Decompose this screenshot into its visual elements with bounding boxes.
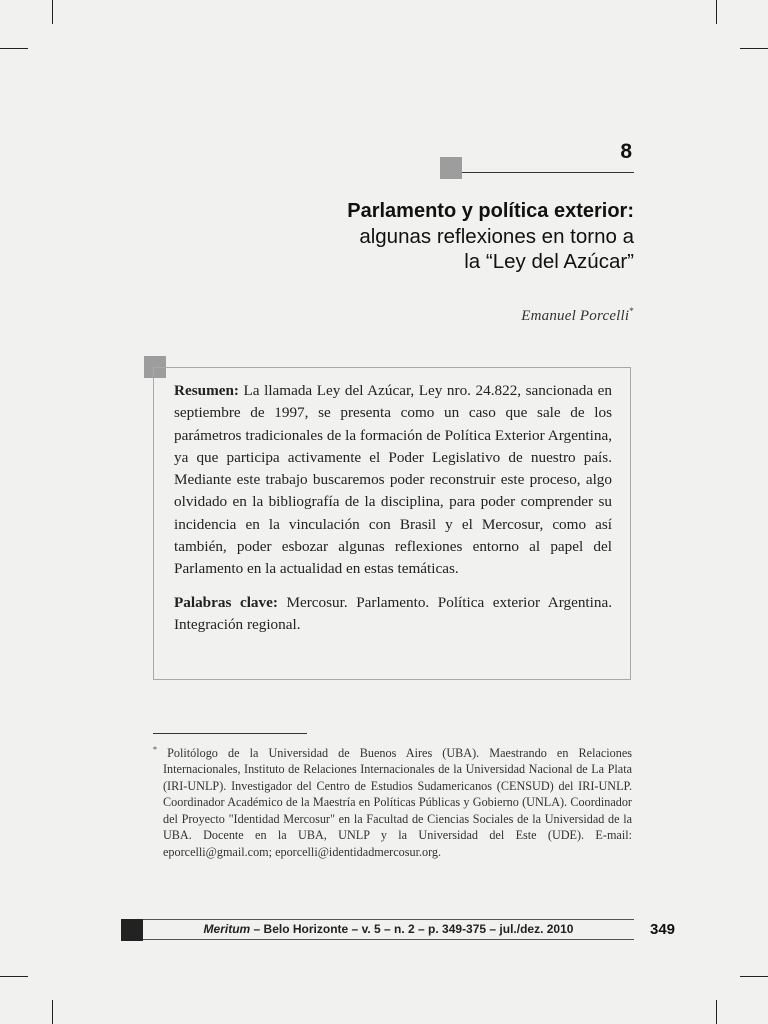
footnote-rule [153, 733, 307, 734]
author-byline [521, 306, 634, 325]
crop-mark-bottom-right [716, 1000, 717, 1024]
journal-name: Meritum [203, 922, 251, 936]
crop-mark-bottom-left [52, 1000, 53, 1024]
footer-black-block [121, 919, 143, 941]
author-name: Emanuel Porcelli [521, 308, 630, 324]
title-main: Parlamento y política exterior: [347, 200, 634, 222]
chapter-rule [462, 172, 634, 173]
crop-mark-right-bottom [740, 976, 768, 977]
abstract-paragraph [174, 380, 612, 581]
chapter-square-marker [440, 157, 462, 179]
title-line-3: la “Ley del Azúcar” [464, 250, 634, 273]
crop-mark-top-left [52, 0, 53, 24]
abstract-label: Resumen: [174, 382, 239, 399]
crop-mark-right-top [740, 48, 768, 49]
chapter-number: 8 [620, 140, 632, 163]
keywords-label: Palabras clave: [174, 593, 278, 611]
footer-citation: – Belo Horizonte – v. 5 – n. 2 – p. 349-375 – jul./dez. 2010 [253, 922, 574, 936]
footnote-text: Politólogo de la Universidad de Buenos Aires (UBA). Maestrando en Relaciones Internacionales, Instituto de Relaciones Internacionales de la Universidad Nacional de La Plata (IRI-UNLP). Investigador del Centro de Estudios Sudamericanos (CENSUD) del IRI-UNLP. Coordinador Académico de la Maestría en Políticas Públicas y Gobierno (UNLA). Coordinador del Proyecto "Identidad Mercosur" en la Facultad de Ciencias Sociales de la Universidad de la UBA. Docente en la UBA, UNLP y la Universidad del Este (UDE). E-mail: eporcelli@gmail.com; eporcelli@identidadmercosur.org. [163, 746, 632, 859]
crop-mark-top-right [716, 0, 717, 24]
footnote [153, 742, 632, 860]
page-number: 349 [650, 921, 676, 938]
footnote-mark: * [153, 745, 157, 754]
article-title [214, 198, 634, 274]
keywords-text: Mercosur. Parlamento. Política exterior Argentina. Integración regional. [174, 593, 612, 633]
title-line-2: algunas reflexiones en torno a [359, 225, 634, 248]
abstract-box [153, 367, 631, 680]
crop-mark-left-top [0, 48, 28, 49]
author-footnote-mark[interactable]: * [629, 306, 634, 316]
abstract-text: La llamada Ley del Azúcar, Ley nro. 24.822, sancionada en septiembre de 1997, se presenta como un caso que sale de los parámetros tradicionales de la formación de Política Exterior Argentina, ya que participa activamente el Poder Legislativo de nuestro país. Mediante este trabajo buscaremos poder reconstruir este proceso, algo olvidado en la bibliografía de la disciplina, para poder comprender su incidencia en la vinculación con Brasil y el Mercosur, como así también, poder esbozar algunas reflexiones entorno al papel del Parlamento en la actualidad en estas temáticas. [174, 382, 613, 578]
keywords-paragraph [174, 592, 612, 637]
crop-mark-left-bottom [0, 976, 28, 977]
running-footer [143, 919, 634, 940]
